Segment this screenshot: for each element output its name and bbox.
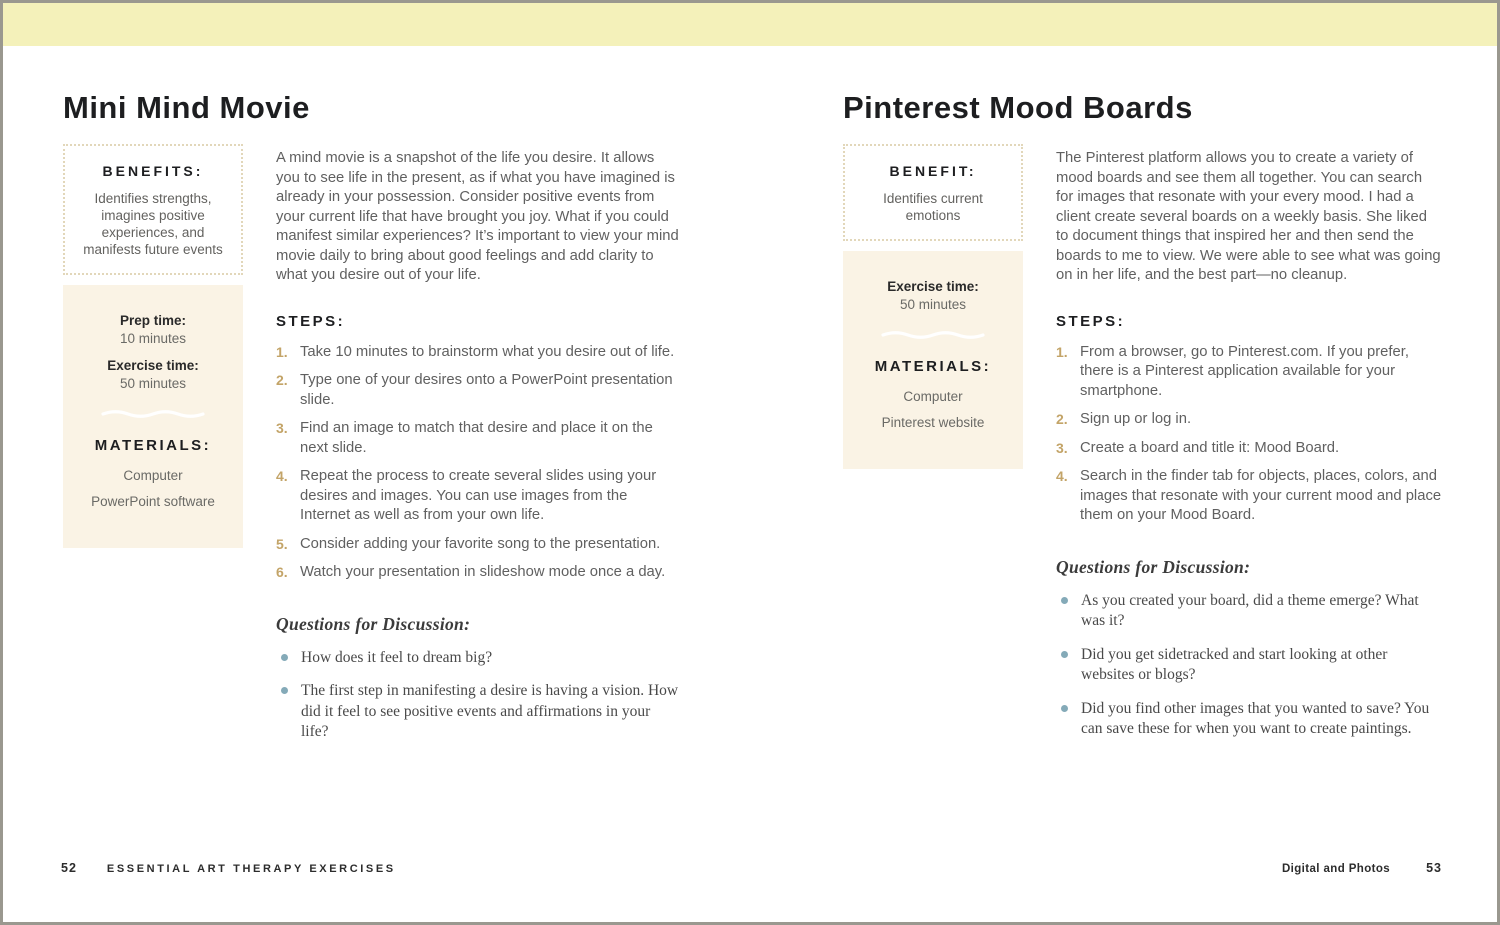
info-label: Prep time: [119, 313, 187, 328]
page-number: 53 [1426, 861, 1442, 875]
step-item [276, 467, 680, 526]
wavy-divider-icon [101, 409, 205, 419]
bullet-icon [1061, 597, 1068, 604]
bullet-icon [1061, 705, 1068, 712]
step-text: Repeat the process to create several slides using your desires and images. You can use images from the Internet as well as from your own life. [300, 468, 657, 523]
page-left [3, 46, 750, 922]
question-item [1056, 591, 1442, 632]
content-column [1056, 144, 1442, 753]
page-number: 52 [61, 861, 77, 875]
step-number: 3. [1056, 439, 1068, 456]
page-body [843, 144, 1442, 753]
info-value: 50 minutes [119, 376, 187, 391]
questions-heading: Questions for Discussion: [276, 613, 471, 634]
top-band [3, 3, 1497, 46]
info-box [63, 285, 243, 548]
step-item [1056, 410, 1442, 430]
questions-heading: Questions for Discussion: [1056, 556, 1251, 577]
step-text: Sign up or log in. [1080, 411, 1192, 427]
materials-heading: MATERIALS: [94, 437, 212, 454]
step-text: Take 10 minutes to brainstorm what you desire out of life. [300, 343, 675, 360]
step-item [1056, 439, 1442, 459]
bullet-icon [281, 654, 288, 661]
steps-list [1056, 343, 1442, 526]
benefits-text: Identifies strengths, imagines positive experiences, and manifests future events [83, 191, 223, 257]
step-item [276, 419, 680, 458]
step-item [276, 563, 680, 583]
benefits-text: Identifies current emotions [883, 191, 983, 223]
info-label: Exercise time: [887, 279, 979, 294]
benefits-box [63, 144, 243, 275]
step-text: Watch your presentation in slideshow mode once a day. [300, 564, 666, 580]
intro-paragraph: The Pinterest platform allows you to create a variety of mood boards and see them all together. You can search for images that resonate with your every mood. I had a client create several boards on a weekly basis. She liked to document things that inspired her and then send the boards to me to view. We were able to see what was going on in her life, and the best part—no cleanup. [1056, 150, 1441, 283]
page-title: Pinterest Mood Boards [843, 90, 1193, 125]
steps-heading: STEPS: [276, 312, 346, 330]
bullet-icon [281, 687, 288, 694]
question-item [276, 681, 680, 743]
question-text: As you created your board, did a theme emerge? What was it? [1081, 591, 1419, 629]
questions-list [276, 648, 680, 743]
step-number: 3. [276, 420, 288, 436]
material-item: PowerPoint software [91, 494, 215, 509]
questions-list [1056, 591, 1442, 740]
question-item [1056, 645, 1442, 686]
step-text: Create a board and title it: Mood Board. [1080, 439, 1340, 456]
step-item [276, 371, 680, 410]
sidebar [63, 144, 243, 756]
step-number: 6. [276, 564, 288, 580]
step-text: Type one of your desires onto a PowerPoint presentation slide. [300, 372, 673, 408]
intro-paragraph: A mind movie is a snapshot of the life you desire. It allows you to see life in the present, as if what you have imagined is already in your possession. Consider positive events from your current life that have brought you joy. What if you could manifest similar experiences? It’s important to view your mind movie daily to bring about good feelings and add clarity to what you desire out of your life. [276, 150, 679, 283]
book-title: ESSENTIAL ART THERAPY EXERCISES [106, 863, 396, 875]
question-text: The first step in manifesting a desire is having a vision. How did it feel to see positive events and affirmations in your life? [301, 682, 679, 740]
step-text: From a browser, go to Pinterest.com. If you prefer, there is a Pinterest application available for your smartphone. [1080, 343, 1409, 399]
step-text: Consider adding your favorite song to the presentation. [300, 535, 661, 552]
steps-list [276, 343, 680, 583]
steps-heading: STEPS: [1056, 312, 1126, 330]
question-item [1056, 699, 1442, 740]
info-label: Exercise time: [107, 358, 199, 373]
pages [3, 46, 1497, 922]
footer-left [61, 861, 695, 875]
step-number: 2. [276, 372, 288, 388]
info-value: 50 minutes [899, 297, 967, 312]
step-text: Search in the finder tab for objects, places, colors, and images that resonate with your current mood and place them on your Mood Board. [1080, 468, 1442, 523]
wavy-divider-icon [881, 330, 985, 340]
step-number: 1. [276, 343, 288, 360]
step-number: 2. [1056, 411, 1068, 427]
question-text: Did you get sidetracked and start looking at other websites or blogs? [1081, 645, 1388, 683]
step-item [1056, 467, 1442, 526]
step-number: 4. [276, 468, 288, 484]
benefits-heading: BENEFITS: [102, 163, 204, 179]
benefits-box [843, 144, 1023, 241]
step-text: Find an image to match that desire and place it on the next slide. [300, 420, 653, 456]
page-body [63, 144, 680, 756]
step-number: 5. [276, 535, 288, 552]
step-item [276, 343, 680, 363]
step-item [276, 535, 680, 555]
footer-right [808, 861, 1442, 875]
question-item [276, 648, 680, 669]
benefits-heading: BENEFIT: [889, 163, 977, 179]
section-label: Digital and Photos [1281, 863, 1391, 875]
page-title: Mini Mind Movie [63, 90, 310, 125]
content-column [276, 144, 680, 756]
question-text: Did you find other images that you wanted to save? You can save these for when you want to create paintings. [1081, 699, 1430, 737]
question-text: How does it feel to dream big? [301, 648, 493, 666]
material-item: Pinterest website [881, 415, 985, 430]
step-item [1056, 343, 1442, 402]
info-value: 10 minutes [119, 331, 187, 346]
material-item: Computer [123, 468, 183, 483]
material-item: Computer [903, 389, 963, 404]
info-box [843, 251, 1023, 469]
page-right [750, 46, 1497, 922]
materials-heading: MATERIALS: [874, 358, 992, 375]
sidebar [843, 144, 1023, 753]
step-number: 4. [1056, 468, 1068, 484]
step-number: 1. [1056, 343, 1068, 360]
bullet-icon [1061, 651, 1068, 658]
